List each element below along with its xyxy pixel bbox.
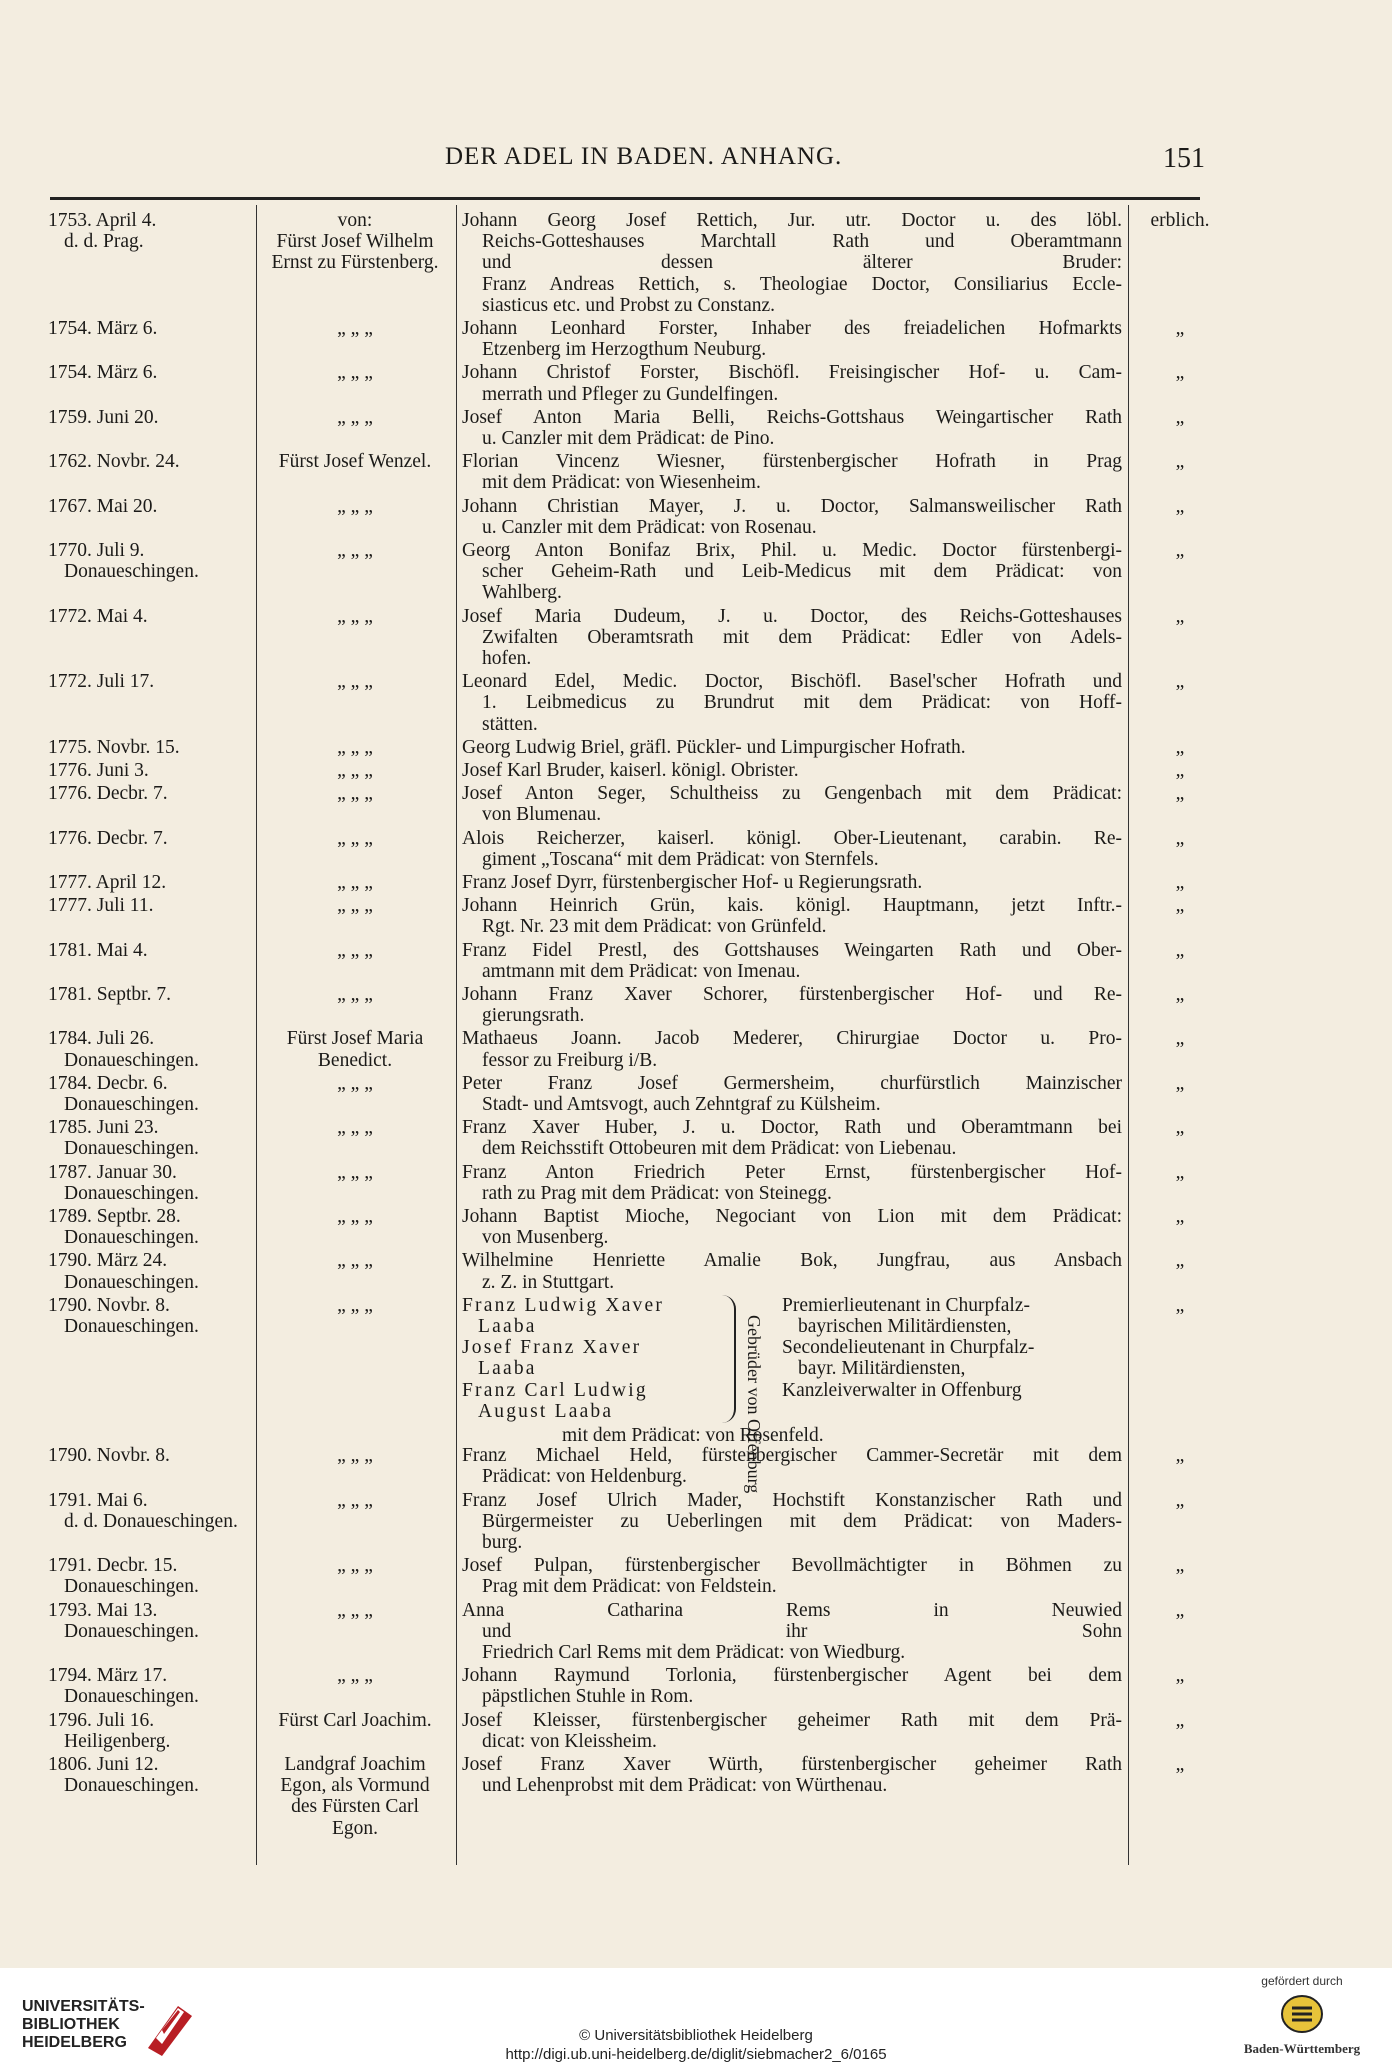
entry-status: „ [1175, 362, 1185, 384]
column-rule [456, 205, 457, 1865]
page-number: 151 [1163, 143, 1205, 174]
text-line: Alois Reicherzer, kaiserl. königl. Ober-Lieutenant, carabin. Re- [462, 827, 1122, 849]
entry-text [462, 1490, 1122, 1554]
text-line: Friedrich Carl Rems mit dem Prädicat: von Wiedburg. [482, 1642, 906, 1663]
entry-date [48, 318, 258, 339]
entry-status: „ [1175, 540, 1185, 561]
date-line: Donaueschingen. [64, 1094, 199, 1115]
entry-date [48, 1206, 258, 1248]
grantor-line: „ „ „ [337, 760, 373, 781]
text-line: Florian Vincenz Wiesner, fürstenbergischer Hofrath in Prag [462, 451, 1122, 473]
date-line: 1796. Juli 16. [48, 1709, 155, 1731]
entry-date [48, 451, 258, 472]
entry-status: „ [1175, 939, 1185, 961]
entry-status: „ [1175, 605, 1185, 627]
date-line: d. d. Donaueschingen. [64, 1510, 238, 1532]
text-line: merrath und Pfleger zu Gundelfingen. [482, 383, 779, 405]
entry-grantor [255, 210, 455, 274]
entry-grantor [255, 671, 455, 692]
grantor-line: „ „ „ [337, 605, 373, 627]
entry-text [462, 671, 1122, 735]
date-line: 1806. Juni 12. [48, 1754, 159, 1775]
text-line: Etzenberg im Herzogthum Neuburg. [482, 339, 767, 361]
grantor-line: „ „ „ [337, 1161, 373, 1183]
text-line: Franz Michael Held, fürstenbergischer Cammer-Secretär mit dem [462, 1445, 1122, 1467]
entry-date [48, 895, 258, 916]
grantor-line: „ „ „ [337, 1206, 373, 1227]
date-line: Donaueschingen. [64, 1620, 199, 1642]
grantor-line: „ „ „ [337, 1489, 373, 1511]
rank-line: Secondelieutenant in Churpfalz- [782, 1337, 1035, 1359]
grantor-line: „ „ „ [337, 1599, 373, 1621]
date-line: 1791. Mai 6. [48, 1489, 148, 1511]
grantor-line: „ „ „ [337, 540, 373, 561]
text-line: Wahlberg. [482, 582, 562, 604]
date-line: d. d. Prag. [64, 231, 144, 253]
date-line: 1754. März 6. [48, 362, 158, 384]
grantor-line: „ „ „ [337, 495, 373, 517]
entry-text [462, 940, 1122, 982]
entry-status: erblich. [1150, 210, 1210, 231]
entry-date [48, 1073, 258, 1115]
entry-status: „ [1175, 1599, 1185, 1621]
text-line: von Musenberg. [482, 1227, 609, 1249]
text-line: u. Canzler mit dem Prädicat: de Pino. [482, 428, 775, 449]
entry-status: „ [1175, 760, 1185, 781]
entry-status: „ [1175, 318, 1185, 339]
entry-date [48, 1162, 258, 1204]
date-line: 1789. Septbr. 28. [48, 1206, 181, 1227]
text-line: giment „Toscana“ mit dem Prädicat: von Sternfels. [482, 848, 879, 870]
grantor-line: „ „ „ [337, 1555, 373, 1577]
rank-line: bayrischen Militärdiensten, [798, 1316, 1012, 1337]
entry-status: „ [1175, 1445, 1185, 1467]
text-line: siasticus etc. und Probst zu Constanz. [482, 294, 776, 316]
grantor-line: „ „ „ [337, 362, 373, 384]
date-line: Donaueschingen. [64, 1775, 199, 1797]
entry-grantor [255, 1710, 455, 1731]
entry-date [48, 606, 258, 627]
text-line: Josef Anton Seger, Schultheiss zu Gengenbach mit dem Prädicat: [462, 783, 1122, 805]
text-line: 1. Leibmedicus zu Brundrut mit dem Prädicat: von Hoff- [482, 692, 1122, 714]
entry-status: „ [1175, 406, 1185, 428]
date-line: 1790. Novbr. 8. [48, 1294, 170, 1316]
grantor-line: „ „ „ [337, 1250, 373, 1272]
text-line: Prädicat: von Heldenburg. [482, 1466, 687, 1488]
brother-name-line: Josef Franz Xaver [462, 1337, 642, 1359]
text-line: Josef Anton Maria Belli, Reichs-Gottshaus Weingartischer Rath [462, 406, 1122, 428]
text-line: und ihr Sohn [482, 1620, 1122, 1642]
grantor-line: Ernst zu Fürstenberg. [271, 252, 439, 274]
text-line: scher Geheim-Rath und Leib-Medicus mit dem Prädicat: von [482, 561, 1122, 583]
entry-status: „ [1175, 872, 1185, 893]
entry-text [462, 737, 1122, 758]
date-line: 1791. Decbr. 15. [48, 1555, 178, 1577]
date-line: 1794. März 17. [48, 1665, 168, 1687]
grantor-line: Fürst Josef Maria [286, 1028, 424, 1050]
grantor-line: „ „ „ [337, 872, 373, 893]
entry-grantor [255, 760, 455, 781]
date-line: 1776. Juni 3. [48, 760, 149, 781]
date-line: Donaueschingen. [64, 1686, 199, 1708]
entry-date [48, 1754, 258, 1796]
grantor-line: „ „ „ [337, 984, 373, 1005]
date-line: 1781. Mai 4. [48, 939, 148, 961]
entry-date [48, 496, 258, 517]
source-url[interactable]: http://digi.ub.uni-heidelberg.de/diglit/siebmacher2_6/0165 [505, 2046, 887, 2063]
text-line: Prag mit dem Prädicat: von Feldstein. [482, 1576, 777, 1598]
entry-status: „ [1175, 1206, 1185, 1227]
entry-text [462, 210, 1122, 316]
entry-status: „ [1175, 1117, 1185, 1139]
date-line: 1793. Mai 13. [48, 1599, 158, 1621]
text-line: und dessen älterer Bruder: [482, 252, 1122, 274]
text-line: Stadt- und Amtsvogt, auch Zehntgraf zu Külsheim. [482, 1094, 881, 1115]
text-line: Josef Maria Dudeum, J. u. Doctor, des Reichs-Gotteshauses [462, 605, 1122, 627]
grantor-line: „ „ „ [337, 318, 373, 339]
date-line: Donaueschingen. [64, 1576, 199, 1598]
text-line: dem Reichsstift Ottobeuren mit dem Prädicat: von Liebenau. [482, 1138, 957, 1160]
date-line: Donaueschingen. [64, 1049, 199, 1071]
entry-date [48, 783, 258, 804]
entry-grantor [255, 1073, 455, 1094]
entry-status: „ [1175, 671, 1185, 693]
text-line: Franz Fidel Prestl, des Gottshauses Weingarten Rath und Ober- [462, 939, 1122, 961]
entry-status: „ [1175, 495, 1185, 517]
entry-text [462, 1665, 1122, 1707]
entry-status: „ [1175, 1294, 1185, 1316]
grantor-line: „ „ „ [337, 1665, 373, 1687]
library-name: UNIVERSITÄTS- BIBLIOTHEK HEIDELBERG [22, 1998, 145, 2051]
date-line: 1784. Decbr. 6. [48, 1072, 168, 1094]
entry-date [48, 407, 258, 428]
entry-text [462, 895, 1122, 937]
date-line: 1790. Novbr. 8. [48, 1445, 170, 1467]
entry-grantor [255, 606, 455, 627]
entry-text [462, 1117, 1122, 1159]
entry-date [48, 737, 258, 758]
entry-grantor [255, 984, 455, 1005]
entry-date [48, 1490, 258, 1532]
entry-status: „ [1175, 1161, 1185, 1183]
grantor-line: Fürst Josef Wenzel. [278, 451, 432, 473]
date-line: Donaueschingen. [64, 1138, 199, 1160]
date-line: 1753. April 4. [48, 210, 157, 231]
grantor-line: „ „ „ [337, 671, 373, 693]
date-line: Donaueschingen. [64, 1316, 199, 1337]
text-line: Zwifalten Oberamtsrath mit dem Prädicat: Edler von Adels- [482, 626, 1122, 648]
entry-text [462, 1073, 1122, 1115]
date-line: 1784. Juli 26. [48, 1028, 155, 1050]
entry-grantor: „ „ „ [337, 1294, 373, 1316]
date-line: 1777. Juli 11. [48, 895, 154, 917]
brothers-predicate: mit dem Prädicat: von Rosenfeld. [562, 1424, 824, 1446]
entry-text [462, 1445, 1122, 1487]
entry-date [48, 1445, 258, 1466]
text-line: Franz Josef Dyrr, fürstenbergischer Hof- u Regierungsrath. [462, 872, 923, 893]
entry-grantor [255, 362, 455, 383]
brother-name-line: Laaba [478, 1316, 537, 1337]
text-line: Johann Christof Forster, Bischöfl. Freisingischer Hof- u. Cam- [462, 362, 1122, 384]
entry-grantor [255, 1754, 455, 1839]
text-line: Peter Franz Josef Germersheim, churfürstlich Mainzischer [462, 1072, 1122, 1094]
date-line: 1770. Juli 9. [48, 540, 145, 561]
entry-grantor [255, 407, 455, 428]
entry-grantor [255, 496, 455, 517]
grantor-line: „ „ „ [337, 736, 373, 758]
text-line: Georg Ludwig Briel, gräfl. Pückler- und Limpurgischer Hofrath. [462, 736, 966, 758]
entry-grantor [255, 828, 455, 849]
grantor-line: Fürst Josef Wilhelm [276, 231, 434, 253]
entry-grantor [255, 540, 455, 561]
entry-grantor [255, 1665, 455, 1686]
entry-grantor [255, 940, 455, 961]
entry-text [462, 318, 1122, 360]
vertical-label: Gebrüder von Offenburg [744, 1314, 764, 1494]
entry-date [48, 362, 258, 383]
date-line: Donaueschingen. [64, 1227, 199, 1249]
state-coat-of-arms-icon [1280, 1994, 1324, 2034]
text-line: Georg Anton Bonifaz Brix, Phil. u. Medic. Doctor fürstenbergi- [462, 540, 1122, 561]
brother-name-line: Laaba [478, 1358, 537, 1380]
entry-grantor [255, 1555, 455, 1576]
text-line: mit dem Prädicat: von Wiesenheim. [482, 472, 761, 494]
entry-text [462, 1754, 1122, 1796]
text-line: Franz Andreas Rettich, s. Theologiae Doctor, Consiliarius Eccle- [482, 273, 1122, 295]
date-line: 1776. Decbr. 7. [48, 827, 168, 849]
date-line: 1787. Januar 30. [48, 1161, 177, 1183]
entry-grantor [255, 1445, 455, 1466]
text-line: fessor zu Freiburg i/B. [482, 1049, 658, 1071]
date-line: 1775. Novbr. 15. [48, 736, 180, 758]
entry-date [48, 1295, 258, 1337]
text-line: burg. [482, 1532, 523, 1553]
entry-status: „ [1175, 895, 1185, 917]
entry-date [48, 984, 258, 1005]
text-line: dicat: von Kleissheim. [482, 1730, 657, 1752]
entry-date [48, 1117, 258, 1159]
entry-status: „ [1175, 1250, 1185, 1272]
entry-status: „ [1175, 1754, 1185, 1775]
footer [0, 1968, 1392, 2068]
entry-grantor [255, 783, 455, 804]
entry-status: „ [1175, 451, 1185, 473]
entry-date [48, 940, 258, 961]
entry-text [462, 1600, 1122, 1664]
text-line: Johann Baptist Mioche, Negociant von Lion mit dem Prädicat: [462, 1206, 1122, 1227]
text-line: von Blumenau. [482, 804, 602, 826]
text-line: Franz Xaver Huber, J. u. Doctor, Rath und Oberamtmann bei [462, 1117, 1122, 1139]
brace [722, 1295, 736, 1423]
entry-date [48, 828, 258, 849]
text-line: hofen. [482, 648, 532, 669]
entry-date [48, 540, 258, 582]
entry-text [462, 1162, 1122, 1204]
grantor-line: von: [337, 210, 373, 231]
entry-date [48, 1028, 258, 1070]
running-title: DER ADEL IN BADEN. ANHANG. [445, 143, 843, 170]
entry-grantor [255, 1117, 455, 1138]
grantor-line: „ „ „ [337, 939, 373, 961]
column-rule [1128, 205, 1129, 1865]
brother-ranks [782, 1295, 1082, 1401]
entry-text [462, 606, 1122, 670]
text-line: Reichs-Gotteshauses Marchtall Rath und Oberamtmann [482, 231, 1122, 253]
entry-date [48, 1555, 258, 1597]
grantor-line: „ „ „ [337, 1072, 373, 1094]
grantor-line: „ „ „ [337, 895, 373, 917]
entry-status: „ [1175, 1665, 1185, 1687]
entry-date [48, 1250, 258, 1292]
brother-names [462, 1295, 717, 1422]
grantor-line: Benedict. [317, 1049, 393, 1071]
page-header [0, 137, 1392, 177]
entry-status: „ [1175, 736, 1185, 758]
entry-text [462, 1710, 1122, 1752]
text-line: Franz Anton Friedrich Peter Ernst, fürstenbergischer Hof- [462, 1161, 1122, 1183]
entry-grantor [255, 872, 455, 893]
text-line: Johann Leonhard Forster, Inhaber des freiadelichen Hofmarkts [462, 318, 1122, 339]
text-line: päpstlichen Stuhle in Rom. [482, 1686, 694, 1708]
entry-date [48, 760, 258, 781]
entry-grantor [255, 1600, 455, 1621]
date-line: Donaueschingen. [64, 1271, 199, 1293]
text-line: rath zu Prag mit dem Prädicat: von Steinegg. [482, 1182, 832, 1204]
grantor-line: Fürst Carl Joachim. [278, 1709, 432, 1731]
grantor-line: des Fürsten Carl [291, 1796, 419, 1818]
brother-name-line: August Laaba [478, 1400, 614, 1422]
entry-text [462, 783, 1122, 825]
grantor-line: „ „ „ [337, 783, 373, 805]
entry-status: „ [1175, 984, 1185, 1005]
rank-line: Premierlieutenant in Churpfalz- [782, 1294, 1030, 1316]
text-line: Josef Franz Xaver Würth, fürstenbergischer geheimer Rath [462, 1754, 1122, 1775]
text-line: Leonard Edel, Medic. Doctor, Bischöfl. Basel'scher Hofrath und [462, 671, 1122, 693]
entry-text [462, 540, 1122, 604]
entry-grantor [255, 737, 455, 758]
text-line: Mathaeus Joann. Jacob Mederer, Chirurgiae Doctor u. Pro- [462, 1028, 1122, 1050]
grantor-line: „ „ „ [337, 827, 373, 849]
date-line: 1754. März 6. [48, 318, 158, 339]
entry-status: „ [1175, 1555, 1185, 1577]
date-line: 1772. Juli 17. [48, 671, 155, 693]
text-line: Anna Catharina Rems in Neuwied [462, 1599, 1122, 1621]
grantor-line: „ „ „ [337, 406, 373, 428]
entry-date [48, 671, 258, 692]
entry-grantor [255, 895, 455, 916]
entry-text [462, 760, 1122, 781]
grantor-line: Egon. [331, 1817, 379, 1839]
entry-date [48, 1665, 258, 1707]
entry-text [462, 1028, 1122, 1070]
entry-date [48, 1710, 258, 1752]
entry-text [462, 1250, 1122, 1292]
text-line: gierungsrath. [482, 1005, 585, 1027]
entry-date [48, 872, 258, 893]
date-line: 1762. Novbr. 24. [48, 451, 180, 473]
text-line: Johann Franz Xaver Schorer, fürstenbergischer Hof- und Re- [462, 984, 1122, 1005]
entry-text [462, 496, 1122, 538]
text-line: Franz Josef Ulrich Mader, Hochstift Konstanzischer Rath und [462, 1489, 1122, 1511]
entry-text [462, 407, 1122, 449]
rank-line: Kanzleiverwalter in Offenburg [782, 1379, 1022, 1401]
entry-status: „ [1175, 1489, 1185, 1511]
text-line: Wilhelmine Henriette Amalie Bok, Jungfrau, aus Ansbach [462, 1250, 1122, 1272]
entry-text [462, 828, 1122, 870]
grantor-line: „ „ „ [337, 1445, 373, 1467]
date-line: Heiligenberg. [64, 1730, 171, 1752]
date-line: 1776. Decbr. 7. [48, 783, 168, 805]
sponsor: gefördert durch Baden-Württemberg [1243, 1974, 1361, 2056]
text-line: amtmann mit dem Prädicat: von Imenau. [482, 960, 801, 982]
entry-text [462, 872, 1122, 893]
entry-text [462, 1206, 1122, 1248]
text-line: Josef Pulpan, fürstenbergischer Bevollmächtigter in Böhmen zu [462, 1555, 1122, 1577]
grantor-line: Landgraf Joachim [284, 1754, 426, 1775]
text-line: Johann Heinrich Grün, kais. königl. Hauptmann, jetzt Inftr.- [462, 895, 1122, 917]
date-line: 1785. Juni 23. [48, 1117, 159, 1139]
entry-grantor [255, 1490, 455, 1511]
entry-text [462, 451, 1122, 493]
brother-name-line: Franz Ludwig Xaver [462, 1294, 665, 1316]
date-line: 1777. April 12. [48, 872, 167, 893]
entry-status: „ [1175, 783, 1185, 805]
entry-status: „ [1175, 827, 1185, 849]
text-line: Johann Christian Mayer, J. u. Doctor, Salmansweilischer Rath [462, 495, 1122, 517]
entry-grantor [255, 451, 455, 472]
text-line: z. Z. in Stuttgart. [482, 1271, 615, 1293]
entry-grantor [255, 1028, 455, 1070]
date-line: Donaueschingen. [64, 1182, 199, 1204]
text-line: Johann Georg Josef Rettich, Jur. utr. Doctor u. des löbl. [462, 210, 1122, 231]
grantor-line: Egon, als Vormund [280, 1775, 430, 1797]
date-line: 1767. Mai 20. [48, 495, 158, 517]
date-line: Donaueschingen. [64, 561, 199, 583]
text-line: Bürgermeister zu Ueberlingen mit dem Prädicat: von Maders- [482, 1510, 1122, 1532]
rank-line: bayr. Militärdiensten, [798, 1358, 966, 1380]
header-rule [50, 197, 1200, 200]
entry-date [48, 1600, 258, 1642]
entry-grantor [255, 1162, 455, 1183]
entry-status: „ [1175, 1028, 1185, 1050]
copyright-notice: © Universitätsbibliothek Heidelberg http://digi.ub.uni-heidelberg.de/diglit/siebmacher2_6/0165 [0, 2026, 1392, 2064]
text-line: u. Canzler mit dem Prädicat: von Rosenau. [482, 516, 817, 538]
text-line: und Lehenprobst mit dem Prädicat: von Würthenau. [482, 1775, 888, 1797]
date-line: 1772. Mai 4. [48, 605, 148, 627]
entry-grantor [255, 318, 455, 339]
entry-date [48, 210, 258, 252]
entry-status: „ [1175, 1709, 1185, 1731]
text-line: Rgt. Nr. 23 mit dem Prädicat: von Grünfeld. [482, 916, 827, 938]
text-line: stätten. [482, 713, 538, 735]
date-line: 1781. Septbr. 7. [48, 984, 171, 1005]
entry-grantor [255, 1250, 455, 1271]
date-line: 1790. März 24. [48, 1250, 168, 1272]
entry-text [462, 984, 1122, 1026]
entry-text [462, 362, 1122, 404]
grantor-line: „ „ „ [337, 1117, 373, 1139]
entry-grantor [255, 1206, 455, 1227]
text-line: Johann Raymund Torlonia, fürstenbergischer Agent bei dem [462, 1665, 1122, 1687]
entry-text [462, 1555, 1122, 1597]
date-line: 1759. Juni 20. [48, 406, 159, 428]
text-line: Josef Kleisser, fürstenbergischer geheimer Rath mit dem Prä- [462, 1709, 1122, 1731]
brother-name-line: Franz Carl Ludwig [462, 1379, 648, 1401]
entry-status: „ [1175, 1072, 1185, 1094]
text-line: Josef Karl Bruder, kaiserl. königl. Obrister. [462, 760, 799, 781]
